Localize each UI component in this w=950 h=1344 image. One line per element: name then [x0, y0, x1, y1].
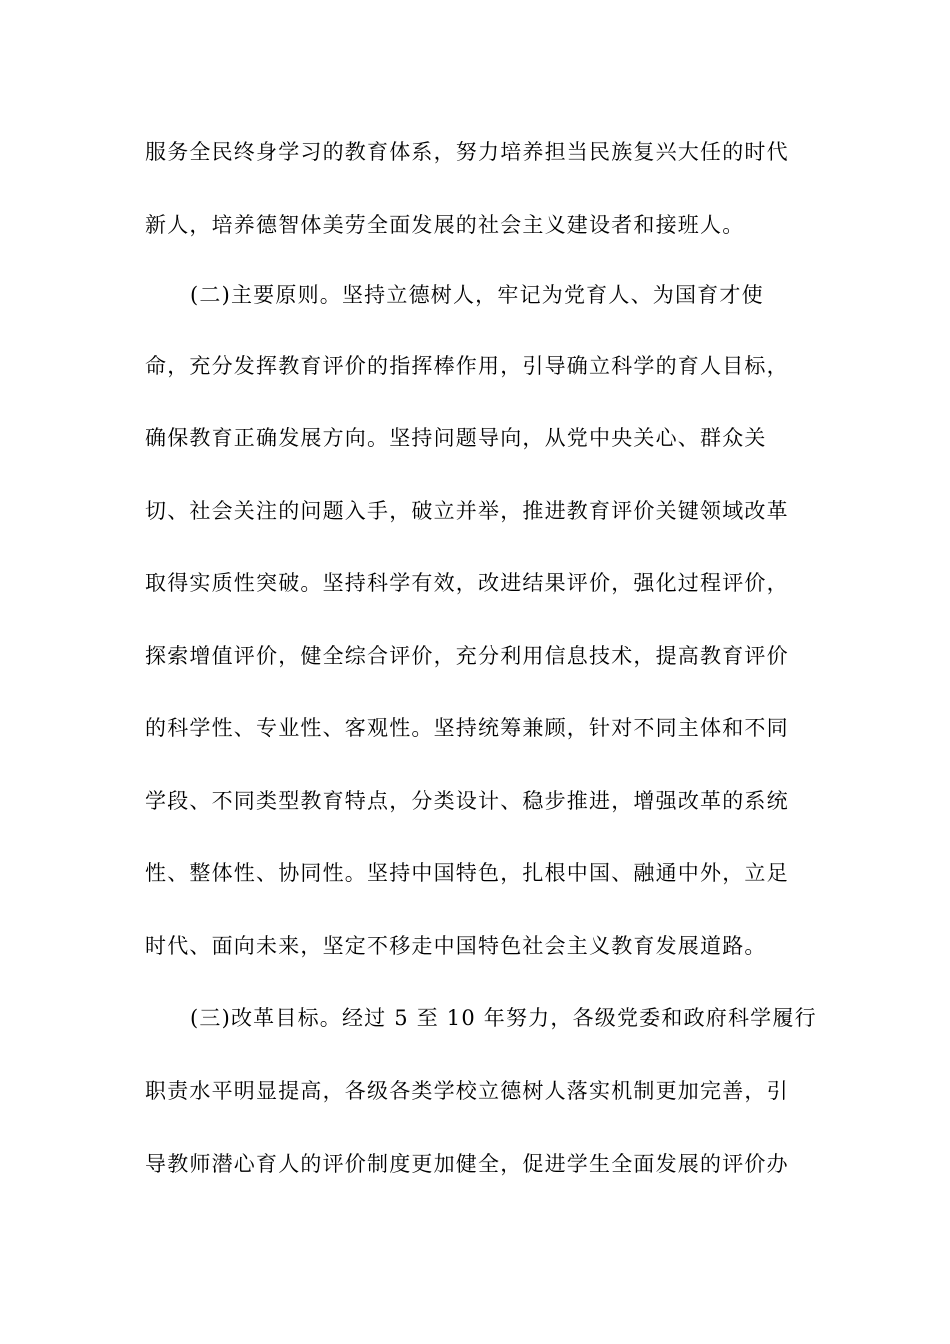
paragraph-line: 探索增值评价，健全综合评价，充分利用信息技术，提高教育评价 — [145, 644, 789, 668]
paragraph-line: 学段、不同类型教育特点，分类设计、稳步推进，增强改革的系统 — [145, 789, 789, 813]
paragraph-line: 命，充分发挥教育评价的指挥棒作用，引导确立科学的育人目标， — [145, 354, 789, 378]
paragraph-line: 取得实质性突破。坚持科学有效，改进结果评价，强化过程评价， — [145, 571, 789, 595]
paragraph-line: 性、整体性、协同性。坚持中国特色，扎根中国、融通中外，立足 — [145, 861, 789, 885]
paragraph-line: 导教师潜心育人的评价制度更加健全，促进学生全面发展的评价办 — [145, 1152, 789, 1176]
paragraph-line: 切、社会关注的问题入手，破立并举，推进教育评价关键领域改革 — [145, 499, 789, 523]
paragraph-line: 职责水平明显提高，各级各类学校立德树人落实机制更加完善，引 — [145, 1079, 789, 1103]
paragraph-line: 时代、面向未来，坚定不移走中国特色社会主义教育发展道路。 — [145, 934, 767, 958]
section-heading-line: (三)改革目标。经过 5 至 10 年努力，各级党委和政府科学履行 — [190, 1006, 817, 1030]
paragraph-line: 的科学性、专业性、客观性。坚持统筹兼顾，针对不同主体和不同 — [145, 716, 789, 740]
paragraph-line: 服务全民终身学习的教育体系，努力培养担当民族复兴大任的时代 — [145, 140, 789, 164]
paragraph-line: 新人，培养德智体美劳全面发展的社会主义建设者和接班人。 — [145, 213, 745, 237]
section-heading-line: (二)主要原则。坚持立德树人，牢记为党育人、为国育才使 — [190, 283, 764, 307]
paragraph-line: 确保教育正确发展方向。坚持问题导向，从党中央关心、群众关 — [145, 426, 767, 450]
